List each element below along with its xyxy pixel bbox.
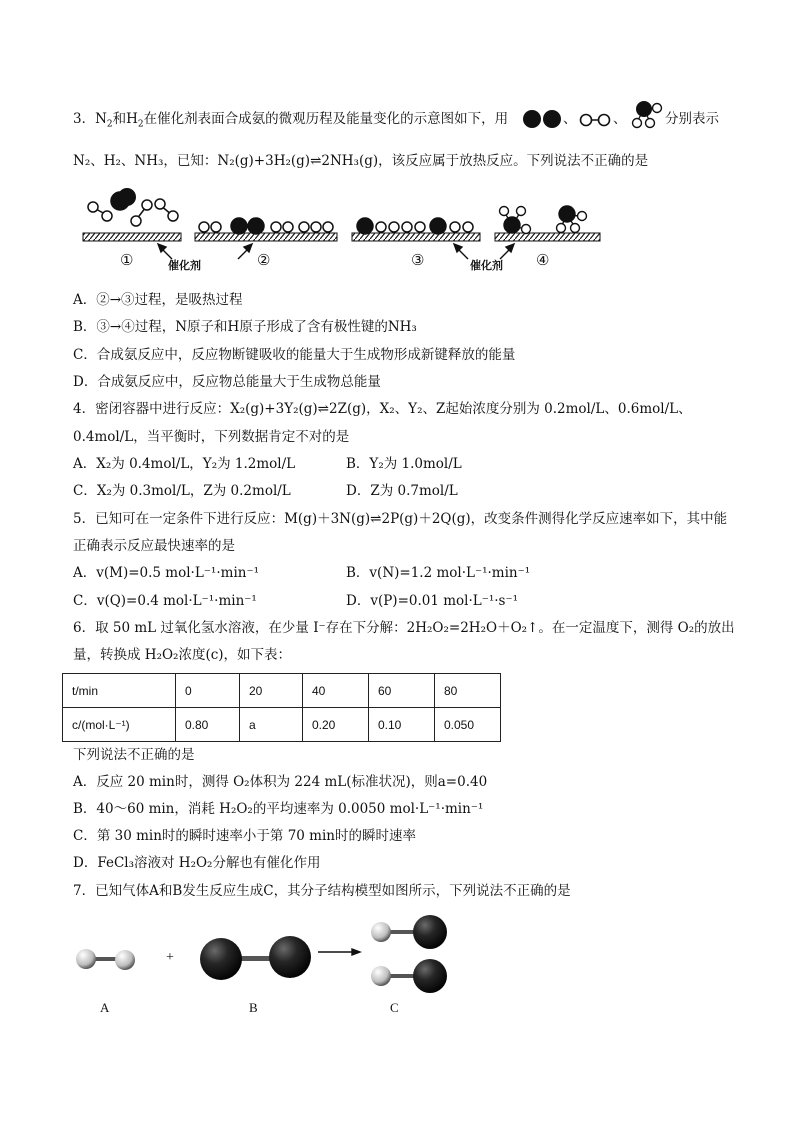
q3-text-d: 分别表示 [665,111,719,127]
q3-sub1: 2 [106,119,113,130]
panel2-molecules [199,218,333,234]
q5-line2: 正确表示反应最快速率的是 [73,538,235,554]
step-label-1: ① [120,253,134,269]
n2-molecule-icon [521,108,565,130]
q6-option-a[interactable]: A．反应 20 min时，测得 O₂体积为 224 mL(标准状况)，则a=0.40 [73,774,488,790]
surface-4 [495,233,600,241]
catalyst-arrow-3 [454,244,468,259]
q3-option-b[interactable]: B．③→④过程，N原子和H原子形成了含有极性键的NH₃ [73,319,417,335]
catalyst-label-1: 催化剂 [168,260,201,272]
q3-text-c: 在催化剂表面合成氨的微观历程及能量变化的示意图如下，用 [143,111,509,127]
molecule-b [200,936,311,980]
q4-line2: 0.4mol/L，当平衡时，下列数据肯定不对的是 [73,429,350,445]
q4-option-a[interactable]: A．X₂为 0.4mol/L，Y₂为 1.2mol/L [73,456,296,472]
surface-2 [195,233,337,241]
panel3-atoms [357,218,473,234]
q6-option-b[interactable]: B．40～60 min，消耗 H₂O₂的平均速率为 0.0050 mol·L⁻¹·min⁻¹ [73,801,484,817]
molecule-c-1 [371,915,447,949]
table-cell: 0.050 [435,708,501,742]
q5-option-a[interactable]: A．v(M)=0.5 mol·L⁻¹·min⁻¹ [73,565,259,581]
q6-prompt: 下列说法不正确的是 [73,747,195,763]
q7-line1: 7．已知气体A和B发生反应生成C，其分子结构模型如图所示，下列说法不正确的是 [73,883,571,899]
step-label-2: ② [257,253,271,269]
label-c: C [390,1000,399,1015]
q6-option-d[interactable]: D．FeCl₃溶液对 H₂O₂分解也有催化作用 [73,855,321,871]
concentration-table [62,673,501,742]
table-cell: 0.80 [176,708,240,742]
panel4-nh3 [500,206,587,234]
q3-option-a[interactable]: A．②→③过程，是吸热过程 [73,292,243,308]
q3-sep1: 、 [563,111,577,127]
q5-line1: 5．已知可在一定条件下进行反应：M(g)＋3N(g)⇌2P(g)＋2Q(g)，改变条件测得化学反应速率如下，其中能 [73,511,728,527]
q3-option-c[interactable]: C．合成氨反应中，反应物断键吸收的能量大于生成物形成新键释放的能量 [73,347,516,363]
q3-text-b: 和H [112,111,138,127]
panel1-molecules [88,188,178,226]
plus-sign: + [166,950,174,965]
q3-sep2: 、 [613,111,627,127]
table-cell: a [240,708,303,742]
step-label-4: ④ [536,253,550,269]
table-row [63,674,501,708]
q4-option-d[interactable]: D．Z为 0.7mol/L [346,483,458,499]
q5-option-d[interactable]: D．v(P)=0.01 mol·L⁻¹·s⁻¹ [346,593,519,609]
label-b: B [249,1000,258,1015]
table-cell: 0.20 [303,708,369,742]
surface-3 [352,233,480,241]
table-cell: 40 [303,674,369,708]
q3-line2: N₂、H₂、NH₃，已知：N₂(g)+3H₂(g)⇌2NH₃(g)，该反应属于放热反应。下列说法不正确的是 [73,153,649,169]
table-cell: c/(mol·L⁻¹) [63,708,176,742]
table-cell: 0.10 [369,708,435,742]
q3-line1 [73,110,508,128]
q6-line1: 6．取 50 mL 过氧化氢水溶液，在少量 I⁻存在下分解：2H₂O₂=2H₂O＋O₂↑。在一定温度下，测得 O₂的放出 [73,620,735,636]
table-cell: t/min [63,674,176,708]
nh3-molecule-icon [630,100,664,130]
label-a: A [100,1000,110,1015]
q5-option-b[interactable]: B．v(N)=1.2 mol·L⁻¹·min⁻¹ [346,565,531,581]
q4-line1: 4．密闭容器中进行反应：X₂(g)+3Y₂(g)⇌2Z(g)，X₂、Y₂、Z起始浓度分别为 0.2mol/L、0.6mol/L、 [73,401,692,417]
step-label-3: ③ [411,253,425,269]
q3-sub2: 2 [137,119,144,130]
table-cell: 80 [435,674,501,708]
q4-option-c[interactable]: C．X₂为 0.3mol/L，Z为 0.2mol/L [73,483,291,499]
table-cell: 20 [240,674,303,708]
surface-1 [83,233,181,241]
q5-option-c[interactable]: C．v(Q)=0.4 mol·L⁻¹·min⁻¹ [73,593,257,609]
catalyst-arrow-2 [238,244,252,259]
reaction-arrow [318,949,360,955]
q3-text-a: 3．N [73,111,107,127]
q3-option-d[interactable]: D．合成氨反应中，反应物总能量大于生成物总能量 [73,374,381,390]
table-cell: 0 [176,674,240,708]
q6-option-c[interactable]: C．第 30 min时的瞬时速率小于第 70 min时的瞬时速率 [73,828,416,844]
table-row [63,708,501,742]
q4-option-b[interactable]: B．Y₂为 1.0mol/L [346,456,462,472]
q6-line2: 量，转换成 H₂O₂浓度(c)，如下表： [73,647,292,663]
table-cell: 60 [369,674,435,708]
molecule-a [76,949,135,970]
molecule-c-2 [371,959,447,993]
catalyst-label-2: 催化剂 [470,260,503,272]
h2-molecule-icon [578,110,614,130]
molecule-reaction-diagram [70,912,470,1002]
